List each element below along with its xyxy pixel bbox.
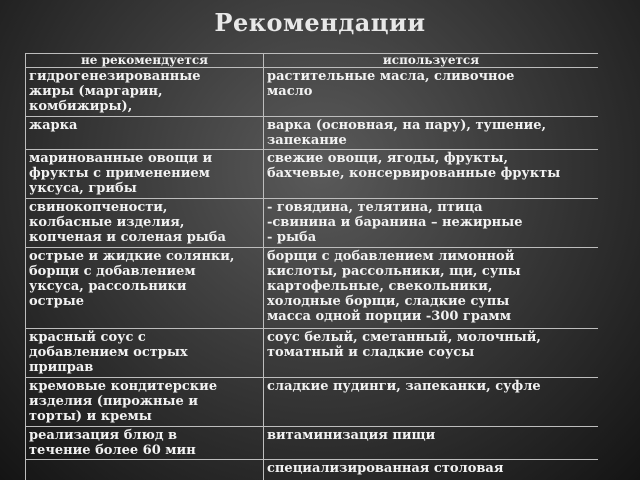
cell-text-line: запекание xyxy=(267,133,347,148)
cell-not-recommended xyxy=(26,378,264,427)
cell-text-line: гидрогенезированные xyxy=(29,69,201,84)
table-row xyxy=(26,117,599,150)
cell-text-line: масса одной порции -300 грамм xyxy=(267,309,511,324)
cell-not-recommended xyxy=(26,248,264,329)
cell-text-line: специализированная столовая xyxy=(267,461,504,476)
cell-not-recommended xyxy=(26,68,264,117)
cell-text-line: масло xyxy=(267,84,313,99)
cell-text-line: торты) и кремы xyxy=(29,409,152,424)
cell-text-line: маринованные овощи и xyxy=(29,151,213,166)
cell-used xyxy=(264,150,599,199)
header-not-recommended: не рекомендуется xyxy=(26,54,264,68)
cell-text-line: - рыба xyxy=(267,230,317,245)
cell-text-line: свинокопчености, xyxy=(29,200,168,215)
cell-text-line: сладкие пудинги, запеканки, суфле xyxy=(267,379,541,394)
cell-text-line: уксуса, грибы xyxy=(29,181,137,196)
cell-text-line: комбижиры), xyxy=(29,99,133,114)
slide-title: Рекомендации xyxy=(214,8,426,37)
cell-text-line: -свинина и баранина – нежирные xyxy=(267,215,523,230)
cell-text-line: колбасные изделия, xyxy=(29,215,185,230)
cell-not-recommended xyxy=(26,329,264,378)
cell-used xyxy=(264,329,599,378)
cell-text-line: холодные борщи, сладкие супы xyxy=(267,294,510,309)
cell-not-recommended xyxy=(26,150,264,199)
cell-text-line: острые xyxy=(29,294,85,309)
cell-text-line: варка (основная, на пару), тушение, xyxy=(267,118,547,133)
cell-used xyxy=(264,460,599,480)
cell-used xyxy=(264,248,599,329)
table-row xyxy=(26,460,599,480)
recommendations-table-wrapper xyxy=(25,53,598,480)
cell-text-line: реализация блюд в xyxy=(29,428,178,443)
table-row xyxy=(26,68,599,117)
cell-text-line: уксуса, рассольники xyxy=(29,279,187,294)
cell-text-line: жиры (маргарин, xyxy=(29,84,163,99)
cell-text-line: добавлением острых xyxy=(29,345,188,360)
cell-text-line: изделия (пирожные и xyxy=(29,394,198,409)
cell-used xyxy=(264,199,599,248)
table-header-row xyxy=(26,54,599,68)
cell-used xyxy=(264,68,599,117)
cell-not-recommended xyxy=(26,199,264,248)
cell-text-line: витаминизация пищи xyxy=(267,428,436,443)
cell-text-line: свежие овощи, ягоды, фрукты, xyxy=(267,151,509,166)
cell-text-line: кислоты, рассольники, щи, супы xyxy=(267,264,521,279)
cell-text-line: растительные масла, сливочное xyxy=(267,69,515,84)
cell-not-recommended xyxy=(26,117,264,150)
cell-text-line: фрукты с применением xyxy=(29,166,210,181)
table-row xyxy=(26,378,599,427)
table-row xyxy=(26,199,599,248)
cell-used xyxy=(264,427,599,460)
cell-text-line: кремовые кондитерские xyxy=(29,379,218,394)
table-row xyxy=(26,427,599,460)
cell-text-line: острые и жидкие солянки, xyxy=(29,249,235,264)
cell-text-line: приправ xyxy=(29,360,94,375)
cell-not-recommended xyxy=(26,460,264,480)
cell-text-line: бахчевые, консервированные фрукты xyxy=(267,166,561,181)
table-row xyxy=(26,248,599,329)
cell-text-line: борщи с добавлением xyxy=(29,264,196,279)
cell-used xyxy=(264,378,599,427)
cell-text-line: соус белый, сметанный, молочный, xyxy=(267,330,541,345)
cell-text-line: картофельные, свекольники, xyxy=(267,279,493,294)
cell-text-line: жарка xyxy=(29,118,78,133)
cell-text-line: течение более 60 мин xyxy=(29,443,196,458)
cell-used xyxy=(264,117,599,150)
header-used: используется xyxy=(264,54,599,68)
recommendations-table xyxy=(25,53,598,480)
cell-not-recommended xyxy=(26,427,264,460)
cell-text-line: томатный и сладкие соусы xyxy=(267,345,475,360)
cell-text-line: красный соус с xyxy=(29,330,146,345)
cell-text-line: - говядина, телятина, птица xyxy=(267,200,483,215)
table-row xyxy=(26,329,599,378)
cell-text-line: борщи с добавлением лимонной xyxy=(267,249,515,264)
cell-text-line: копченая и соленая рыба xyxy=(29,230,226,245)
table-row xyxy=(26,150,599,199)
table-body xyxy=(26,68,599,480)
